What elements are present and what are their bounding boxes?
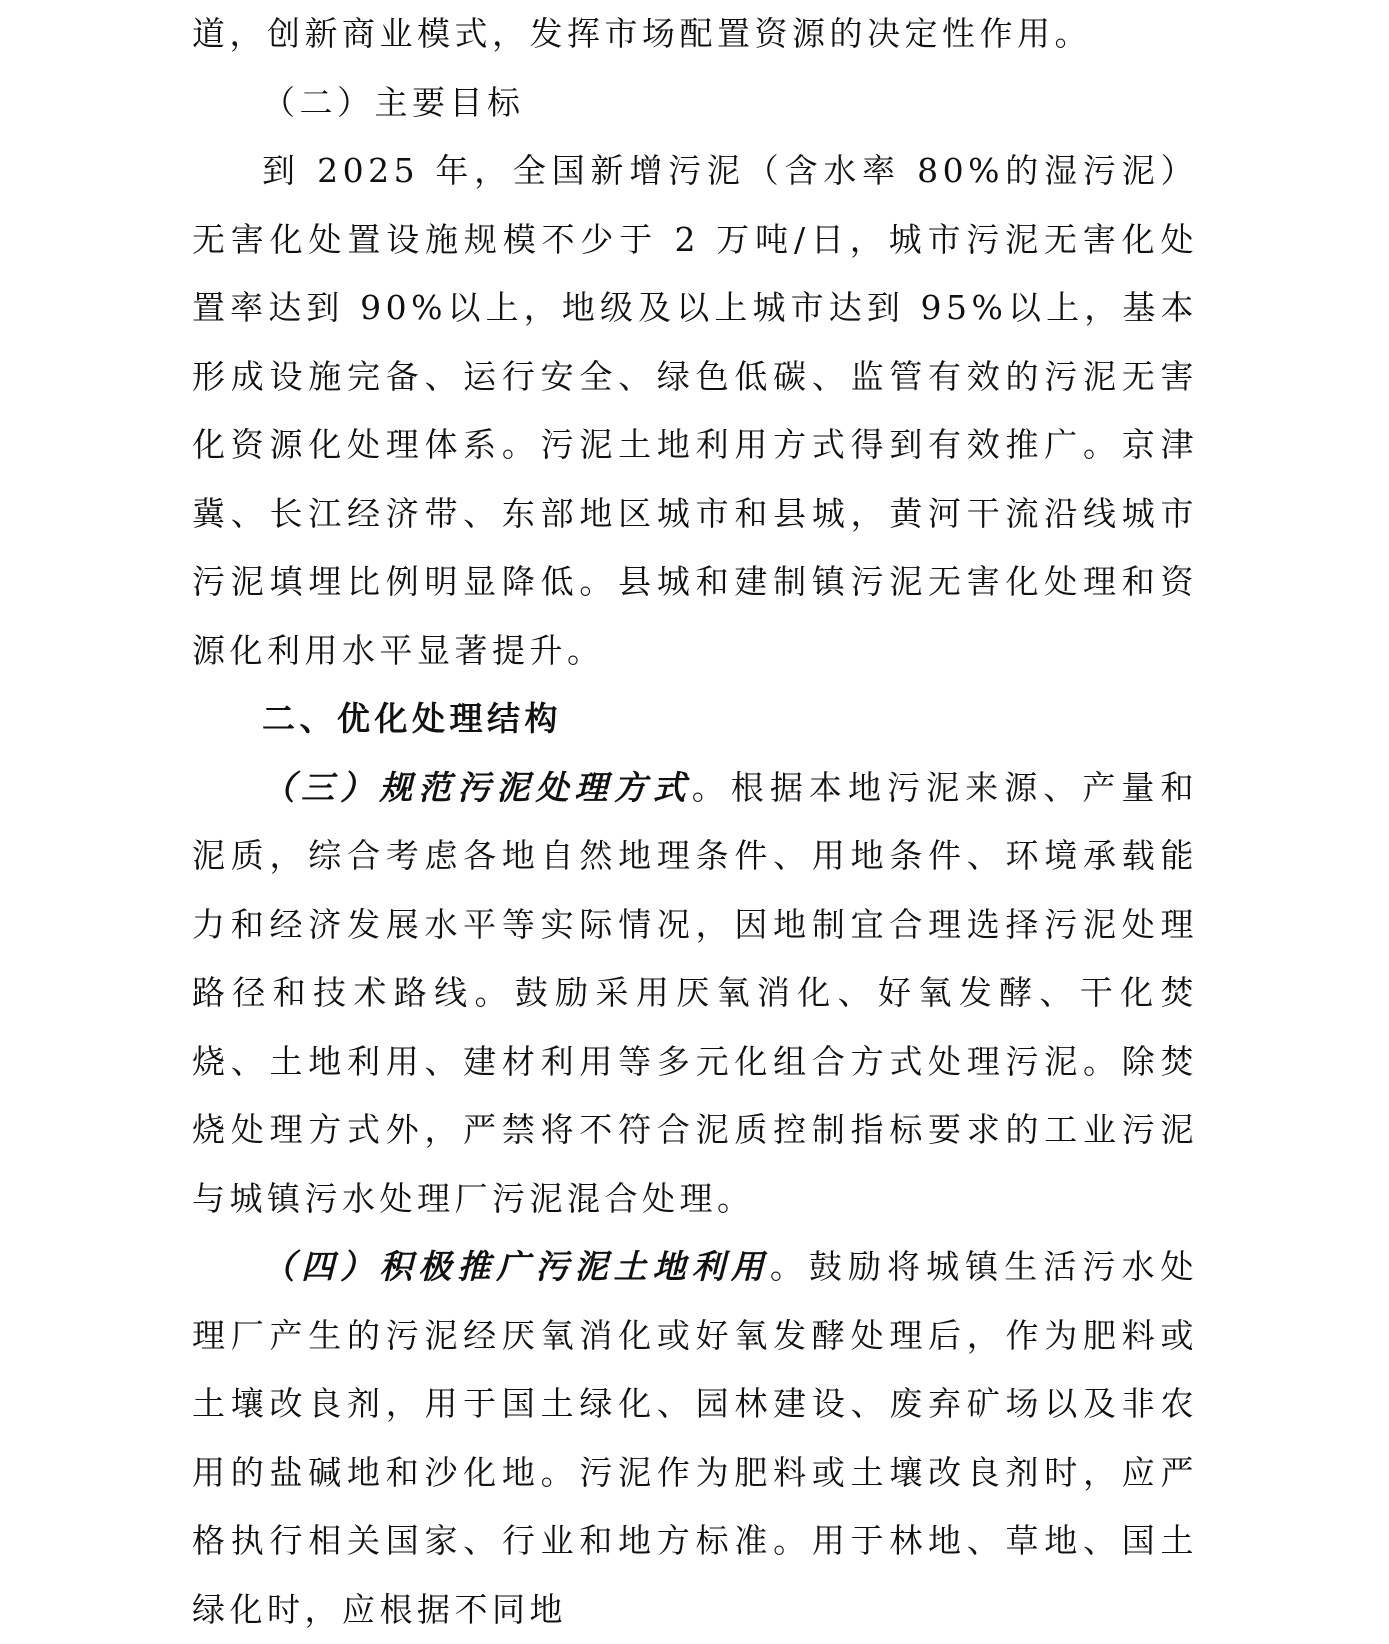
subheading-main-goals [192, 69, 1198, 138]
paragraph-item-3 [192, 754, 1198, 1234]
item-3-title: （三）规范污泥处理方式 [262, 767, 692, 807]
item-3-body: 。根据本地污泥来源、产量和泥质，综合考虑各地自然地理条件、用地条件、环境承载能力和经济发展水平等实际情况，因地制宜合理选择污泥处理路径和技术路线。鼓励采用厌氧消化、好氧发酵、干化焚烧、土地利用、建材利用等多元化组合方式处理污泥。除焚烧处理方式外，严禁将不符合泥质控制指标要求的工业污泥与城镇污水处理厂污泥混合处理。 [192, 767, 1199, 1218]
section-heading-text: 二、优化处理结构 [262, 699, 562, 738]
subheading-text: （二）主要目标 [262, 82, 525, 122]
paragraph-text: 道，创新商业模式，发挥市场配置资源的决定性作用。 [192, 14, 1092, 53]
paragraph-intro-tail [192, 0, 1198, 69]
document-page [192, 0, 1198, 1644]
paragraph-text: 到 2025 年，全国新增污泥（含水率 80%的湿污泥）无害化处置设施规模不少于 2 万吨/日，城市污泥无害化处置率达到 90%以上，地级及以上城市达到 95%以上，基本形成设施完备、运行安全、绿色低碳、监管有效的污泥无害化资源化处理体系。污泥土地利用方式得到有效推广。京津冀、长江经济带、东部地区城市和县城，黄河干流沿线城市污泥填埋比例明显降低。县城和建制镇污泥无害化处理和资源化利用水平显著提升。 [192, 151, 1198, 670]
item-4-body: 。鼓励将城镇生活污水处理厂产生的污泥经厌氧消化或好氧发酵处理后，作为肥料或土壤改良剂，用于国土绿化、园林建设、废弃矿场以及非农用的盐碱地和沙化地。污泥作为肥料或土壤改良剂时，应严格执行相关国家、行业和地方标准。用于林地、草地、国土绿化时，应根据不同地 [192, 1247, 1199, 1629]
paragraph-goals [192, 137, 1198, 685]
item-4-title: （四）积极推广污泥土地利用 [262, 1247, 770, 1286]
section-heading-optimize-structure [192, 685, 1198, 754]
paragraph-item-4 [192, 1233, 1198, 1644]
